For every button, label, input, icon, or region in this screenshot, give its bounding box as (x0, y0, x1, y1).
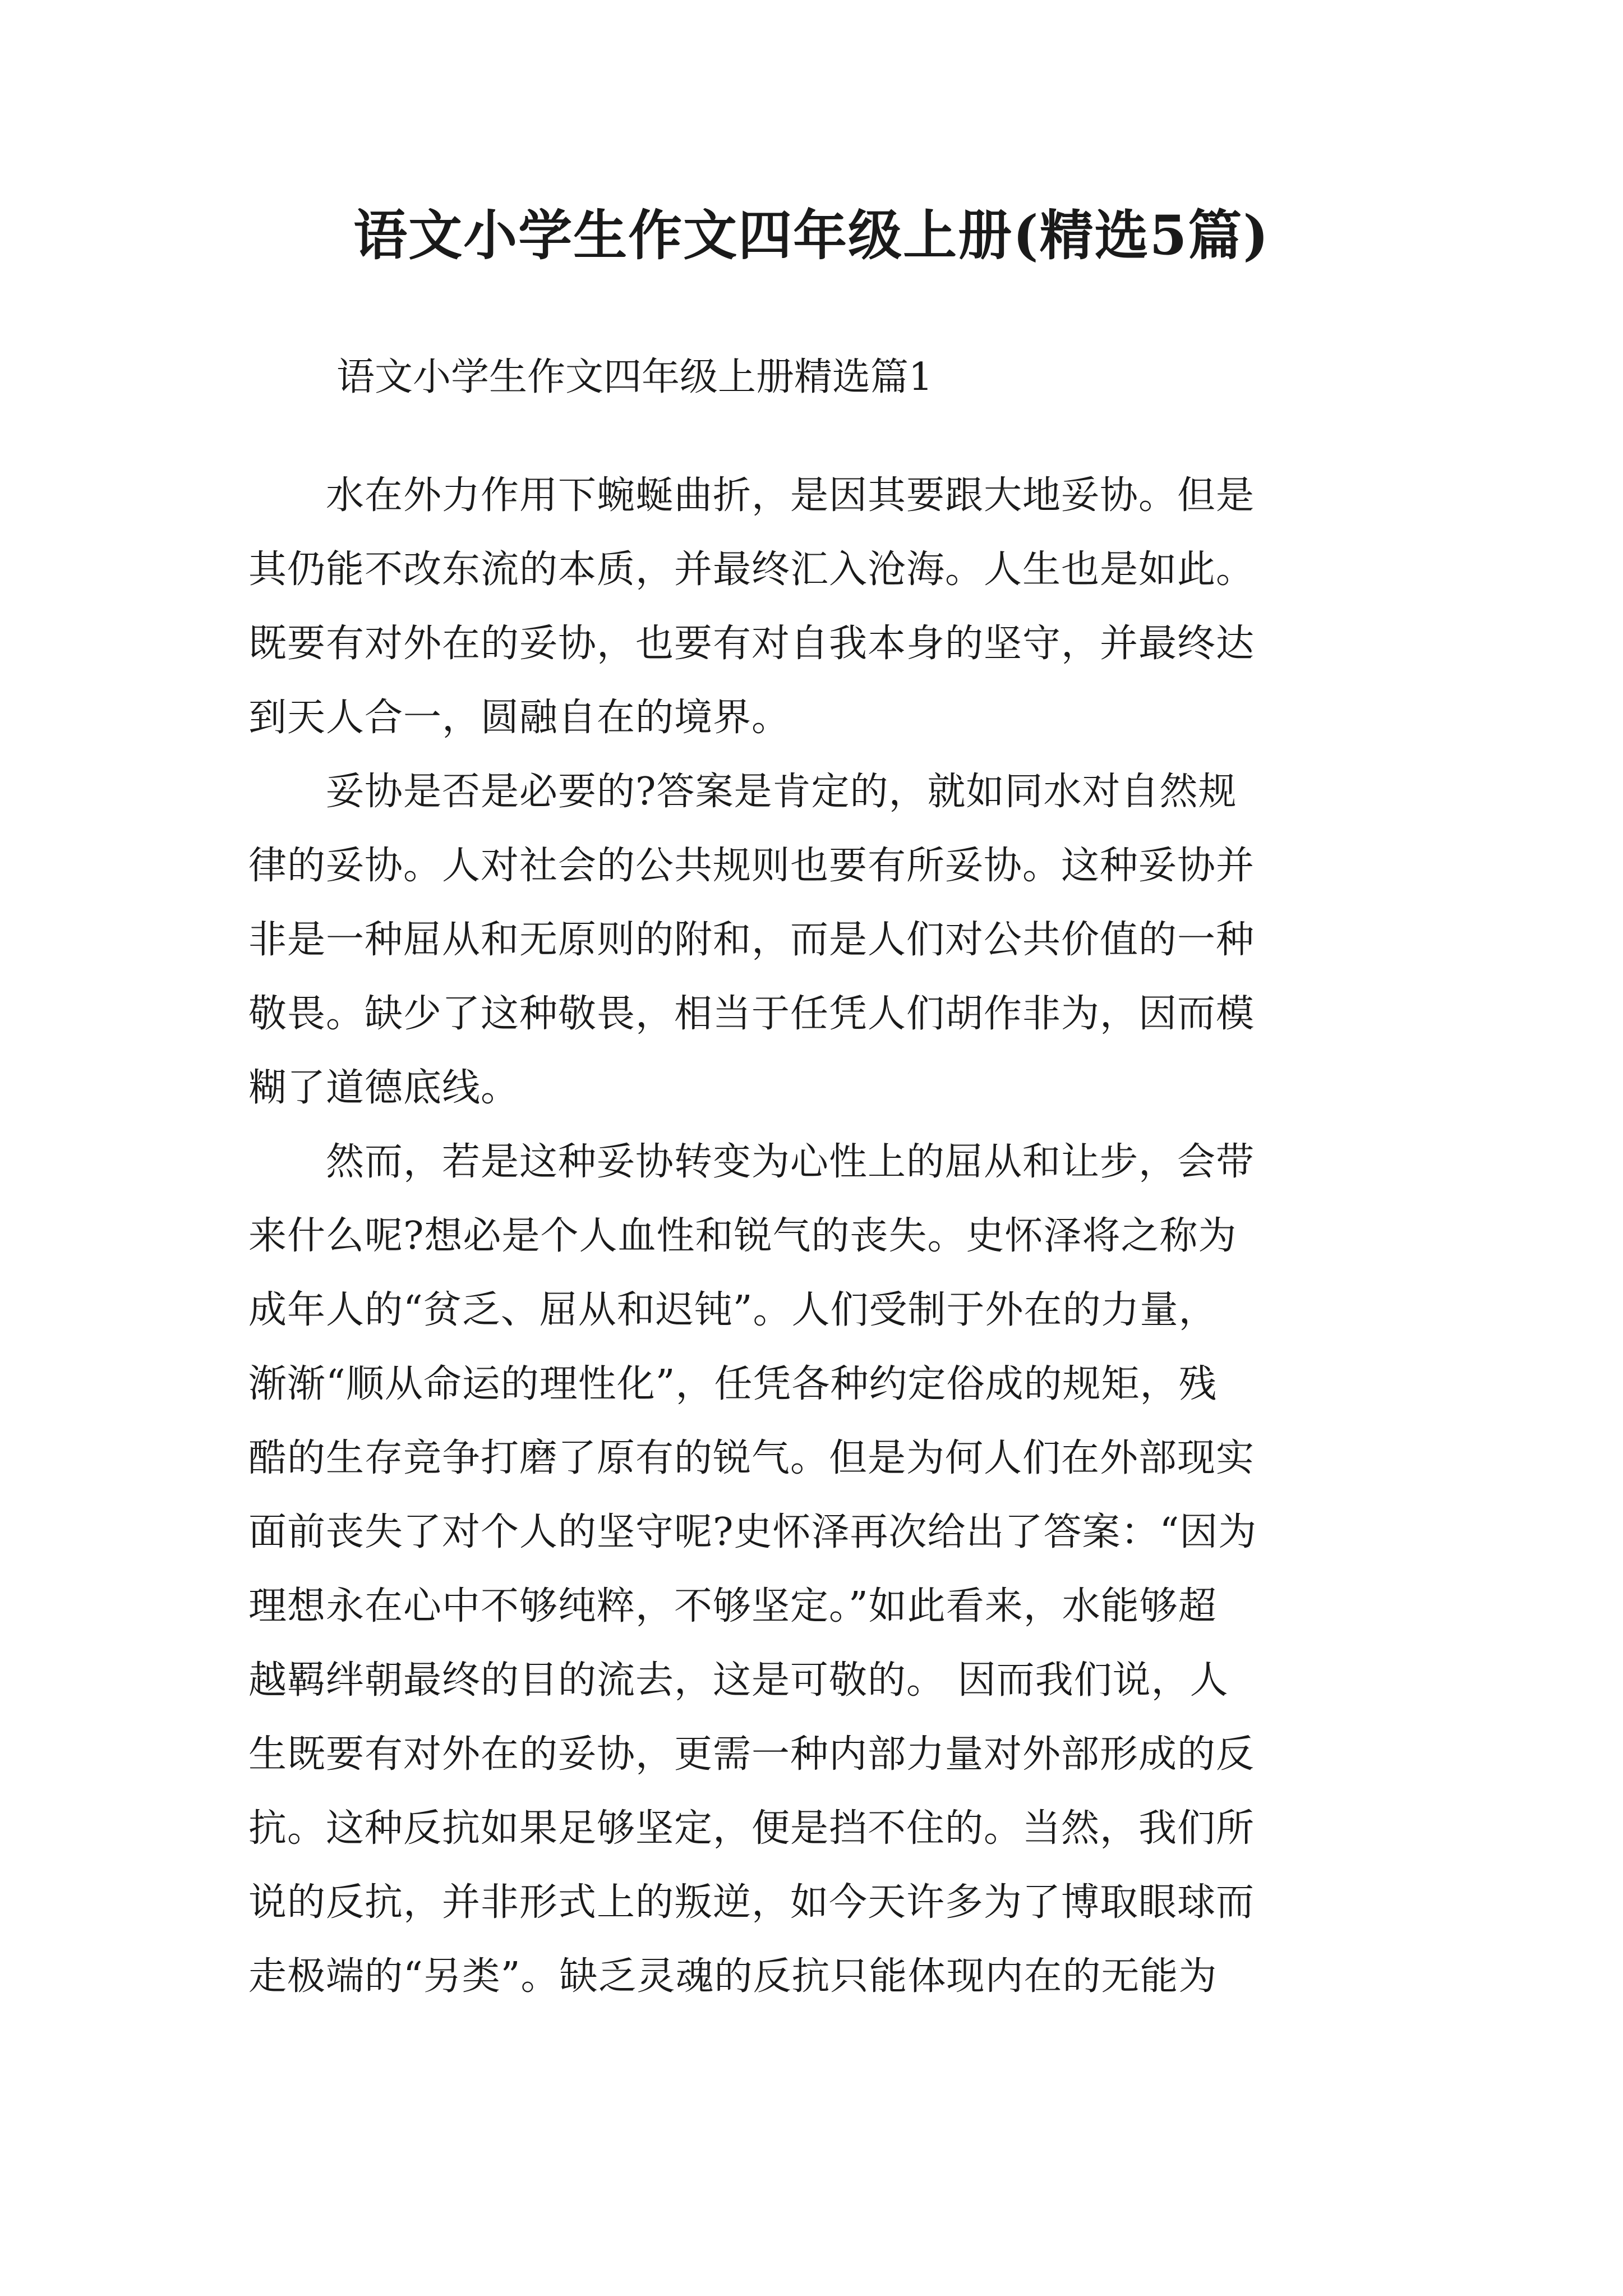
text-line: 理想永在心中不够纯粹，不够坚定。”如此看来，水能够超 (248, 1584, 1217, 1628)
section-heading: 语文小学生作文四年级上册精选篇1 (336, 355, 933, 399)
body-text (248, 459, 1393, 2014)
text-line: 非是一种屈从和无原则的附和，而是人们对公共价值的一种 (248, 918, 1255, 962)
text-line: 水在外力作用下蜿蜒曲折，是因其要跟大地妥协。但是 (248, 473, 1255, 518)
text-line: 抗。这种反抗如果足够坚定，便是挡不住的。当然，我们所 (248, 1806, 1255, 1851)
text-line: 律的妥协。人对社会的公共规则也要有所妥协。这种妥协并 (248, 844, 1255, 888)
text-line: 渐渐“顺从命运的理性化”，任凭各种约定俗成的规矩，残 (248, 1362, 1218, 1406)
text-line: 敬畏。缺少了这种敬畏，相当于任凭人们胡作非为，因而模 (248, 992, 1255, 1036)
text-line: 既要有对外在的妥协，也要有对自我本身的坚守，并最终达 (248, 622, 1255, 666)
text-line: 成年人的“贫乏、屈从和迟钝”。人们受制于外在的力量， (248, 1288, 1218, 1332)
text-line: 生既要有对外在的妥协，更需一种内部力量对外部形成的反 (248, 1732, 1255, 1777)
text-line: 然而，若是这种妥协转变为心性上的屈从和让步，会带 (248, 1140, 1255, 1184)
text-line: 越羁绊朝最终的目的流去，这是可敬的。 因而我们说，人 (248, 1658, 1229, 1703)
text-line: 说的反抗，并非形式上的叛逆，如今天许多为了博取眼球而 (248, 1880, 1255, 1925)
text-line: 酷的生存竞争打磨了原有的锐气。但是为何人们在外部现实 (248, 1436, 1255, 1480)
text-line: 面前丧失了对个人的坚守呢?史怀泽再次给出了答案：“因为 (248, 1510, 1257, 1554)
text-line: 其仍能不改东流的本质，并最终汇入沧海。人生也是如此。 (248, 547, 1255, 592)
document-title: 语文小学生作文四年级上册(精选5篇) (353, 204, 1270, 267)
text-line: 妥协是否是必要的?答案是肯定的，就如同水对自然规 (248, 770, 1237, 814)
text-line: 到天人合一，圆融自在的境界。 (248, 696, 791, 740)
text-line: 来什么呢?想必是个人血性和锐气的丧失。史怀泽将之称为 (248, 1214, 1237, 1258)
text-line: 走极端的“另类”。缺乏灵魂的反抗只能体现内在的无能为 (248, 1954, 1218, 1999)
text-line: 糊了道德底线。 (248, 1066, 520, 1110)
